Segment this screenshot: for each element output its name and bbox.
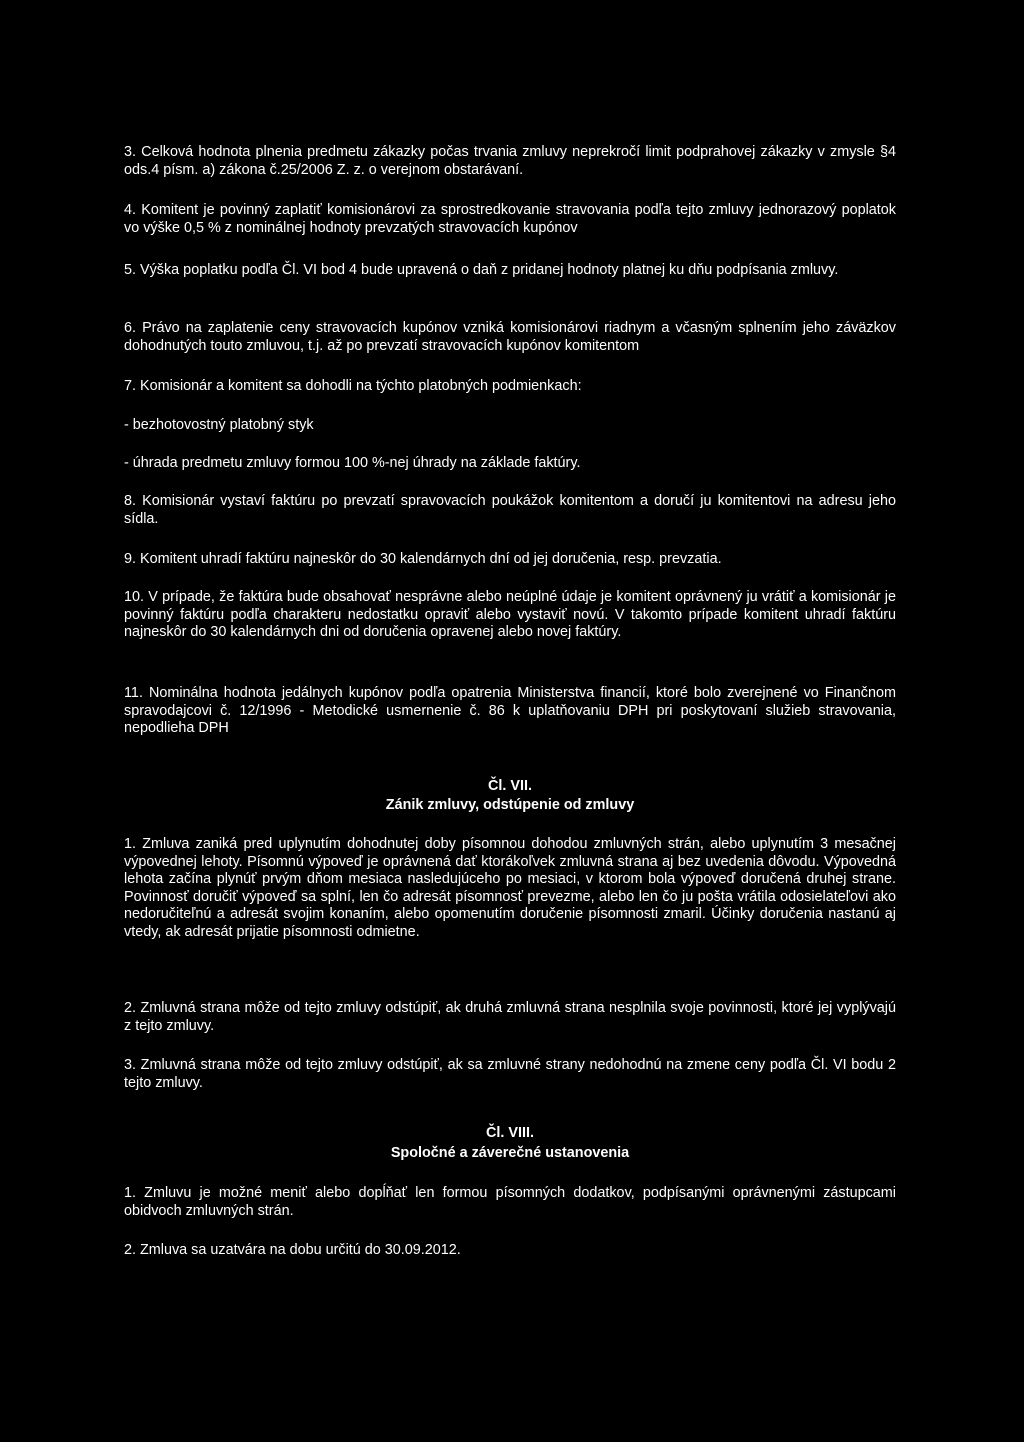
article-8-title: Spoločné a záverečné ustanovenia: [390, 1145, 630, 1161]
article-7-number: Čl. VII.: [488, 778, 532, 794]
paragraph-4: 4. Komitent je povinný zaplatiť komisionárovi za sprostredkovanie stravovania podľa tejto zmluvy jednorazový poplatok vo výške 0,5 % z nominálnej hodnoty prevzatých stravovacích kupónov: [124, 202, 896, 236]
paragraph-9: 9. Komitent uhradí faktúru najneskôr do 30 kalendárnych dní od jej doručenia, resp. prevzatia.: [124, 551, 722, 567]
paragraph-3: 3. Celková hodnota plnenia predmetu zákazky počas trvania zmluvy neprekročí limit podprahovej zákazky v zmysle §4 ods.4 písm. a) zákona č.25/2006 Z. z. o verejnom obstarávaní.: [124, 144, 896, 178]
article-7-paragraph-3: 3. Zmluvná strana môže od tejto zmluvy odstúpiť, ak sa zmluvné strany nedohodnú na zmene ceny podľa Čl. VI bodu 2 tejto zmluvy.: [124, 1057, 896, 1091]
paragraph-8: 8. Komisionár vystaví faktúru po prevzatí spravovacích poukážok komitentom a doručí ju komitentovi na adresu jeho sídla.: [124, 493, 896, 527]
article-8-number: Čl. VIII.: [486, 1125, 534, 1141]
document-page: [124, 0, 896, 1442]
article-7-title: Zánik zmluvy, odstúpenie od zmluvy: [385, 797, 635, 813]
paragraph-6: 6. Právo na zaplatenie ceny stravovacích kupónov vzniká komisionárovi riadnym a včasným splnením jeho záväzkov dohodnutých touto zmluvou, t.j. až po prevzatí stravovacích kupónov komitentom: [124, 320, 896, 354]
paragraph-7-item-1: - bezhotovostný platobný styk: [124, 417, 314, 433]
paragraph-5: 5. Výška poplatku podľa Čl. VI bod 4 bude upravená o daň z pridanej hodnoty platnej ku dňu podpísania zmluvy.: [124, 262, 839, 278]
article-7-paragraph-2: 2. Zmluvná strana môže od tejto zmluvy odstúpiť, ak druhá zmluvná strana nesplnila svoje povinnosti, ktoré jej vyplývajú z tejto zmluvy.: [124, 1000, 896, 1034]
article-8-paragraph-2: 2. Zmluva sa uzatvára na dobu určitú do 30.09.2012.: [124, 1242, 461, 1258]
paragraph-10: 10. V prípade, že faktúra bude obsahovať nesprávne alebo neúplné údaje je komitent oprávnený ju vrátiť a komisionár je povinný faktúru podľa charakteru nedostatku opraviť alebo vystaviť novú. V takomto prípade komitent uhradí faktúru najneskôr do 30 kalendárnych dni od doručenia opravenej alebo novej faktúry.: [124, 589, 896, 641]
article-8-paragraph-1: 1. Zmluvu je možné meniť alebo dopĺňať len formou písomných dodatkov, podpísanými oprávnenými zástupcami obidvoch zmluvných strán.: [124, 1185, 896, 1219]
paragraph-11: 11. Nominálna hodnota jedálnych kupónov podľa opatrenia Ministerstva financií, ktoré bolo zverejnené vo Finančnom spravodajcovi č. 12/1996 - Metodické usmernenie č. 86 k uplatňovaniu DPH pri poskytovaní služieb stravovania, nepodlieha DPH: [124, 685, 896, 737]
paragraph-7-item-2: - úhrada predmetu zmluvy formou 100 %-nej úhrady na základe faktúry.: [124, 455, 581, 471]
article-7-paragraph-1: 1. Zmluva zaniká pred uplynutím dohodnutej doby písomnou dohodou zmluvných strán, alebo uplynutím 3 mesačnej výpovednej lehoty. Písomnú výpoveď je oprávnená dať ktorákoľvek zmluvná strana aj bez uvedenia dôvodu. Výpovedná lehota začína plynúť prvým dňom mesiaca nasledujúceho po mesiaci, v ktorom bola výpoveď doručená druhej strane. Povinnosť doručiť výpoveď sa splní, len čo adresát písomnosť prevezme, alebo len čo ju pošta vrátila odosielateľovi ako nedoručiteľnú a adresát svojim konaním, alebo opomenutím doručenie písomnosti zmaril. Účinky doručenia nastanú aj vtedy, ak adresát prijatie písomnosti odmietne.: [124, 836, 896, 940]
paragraph-7: 7. Komisionár a komitent sa dohodli na týchto platobných podmienkach:: [124, 378, 582, 394]
